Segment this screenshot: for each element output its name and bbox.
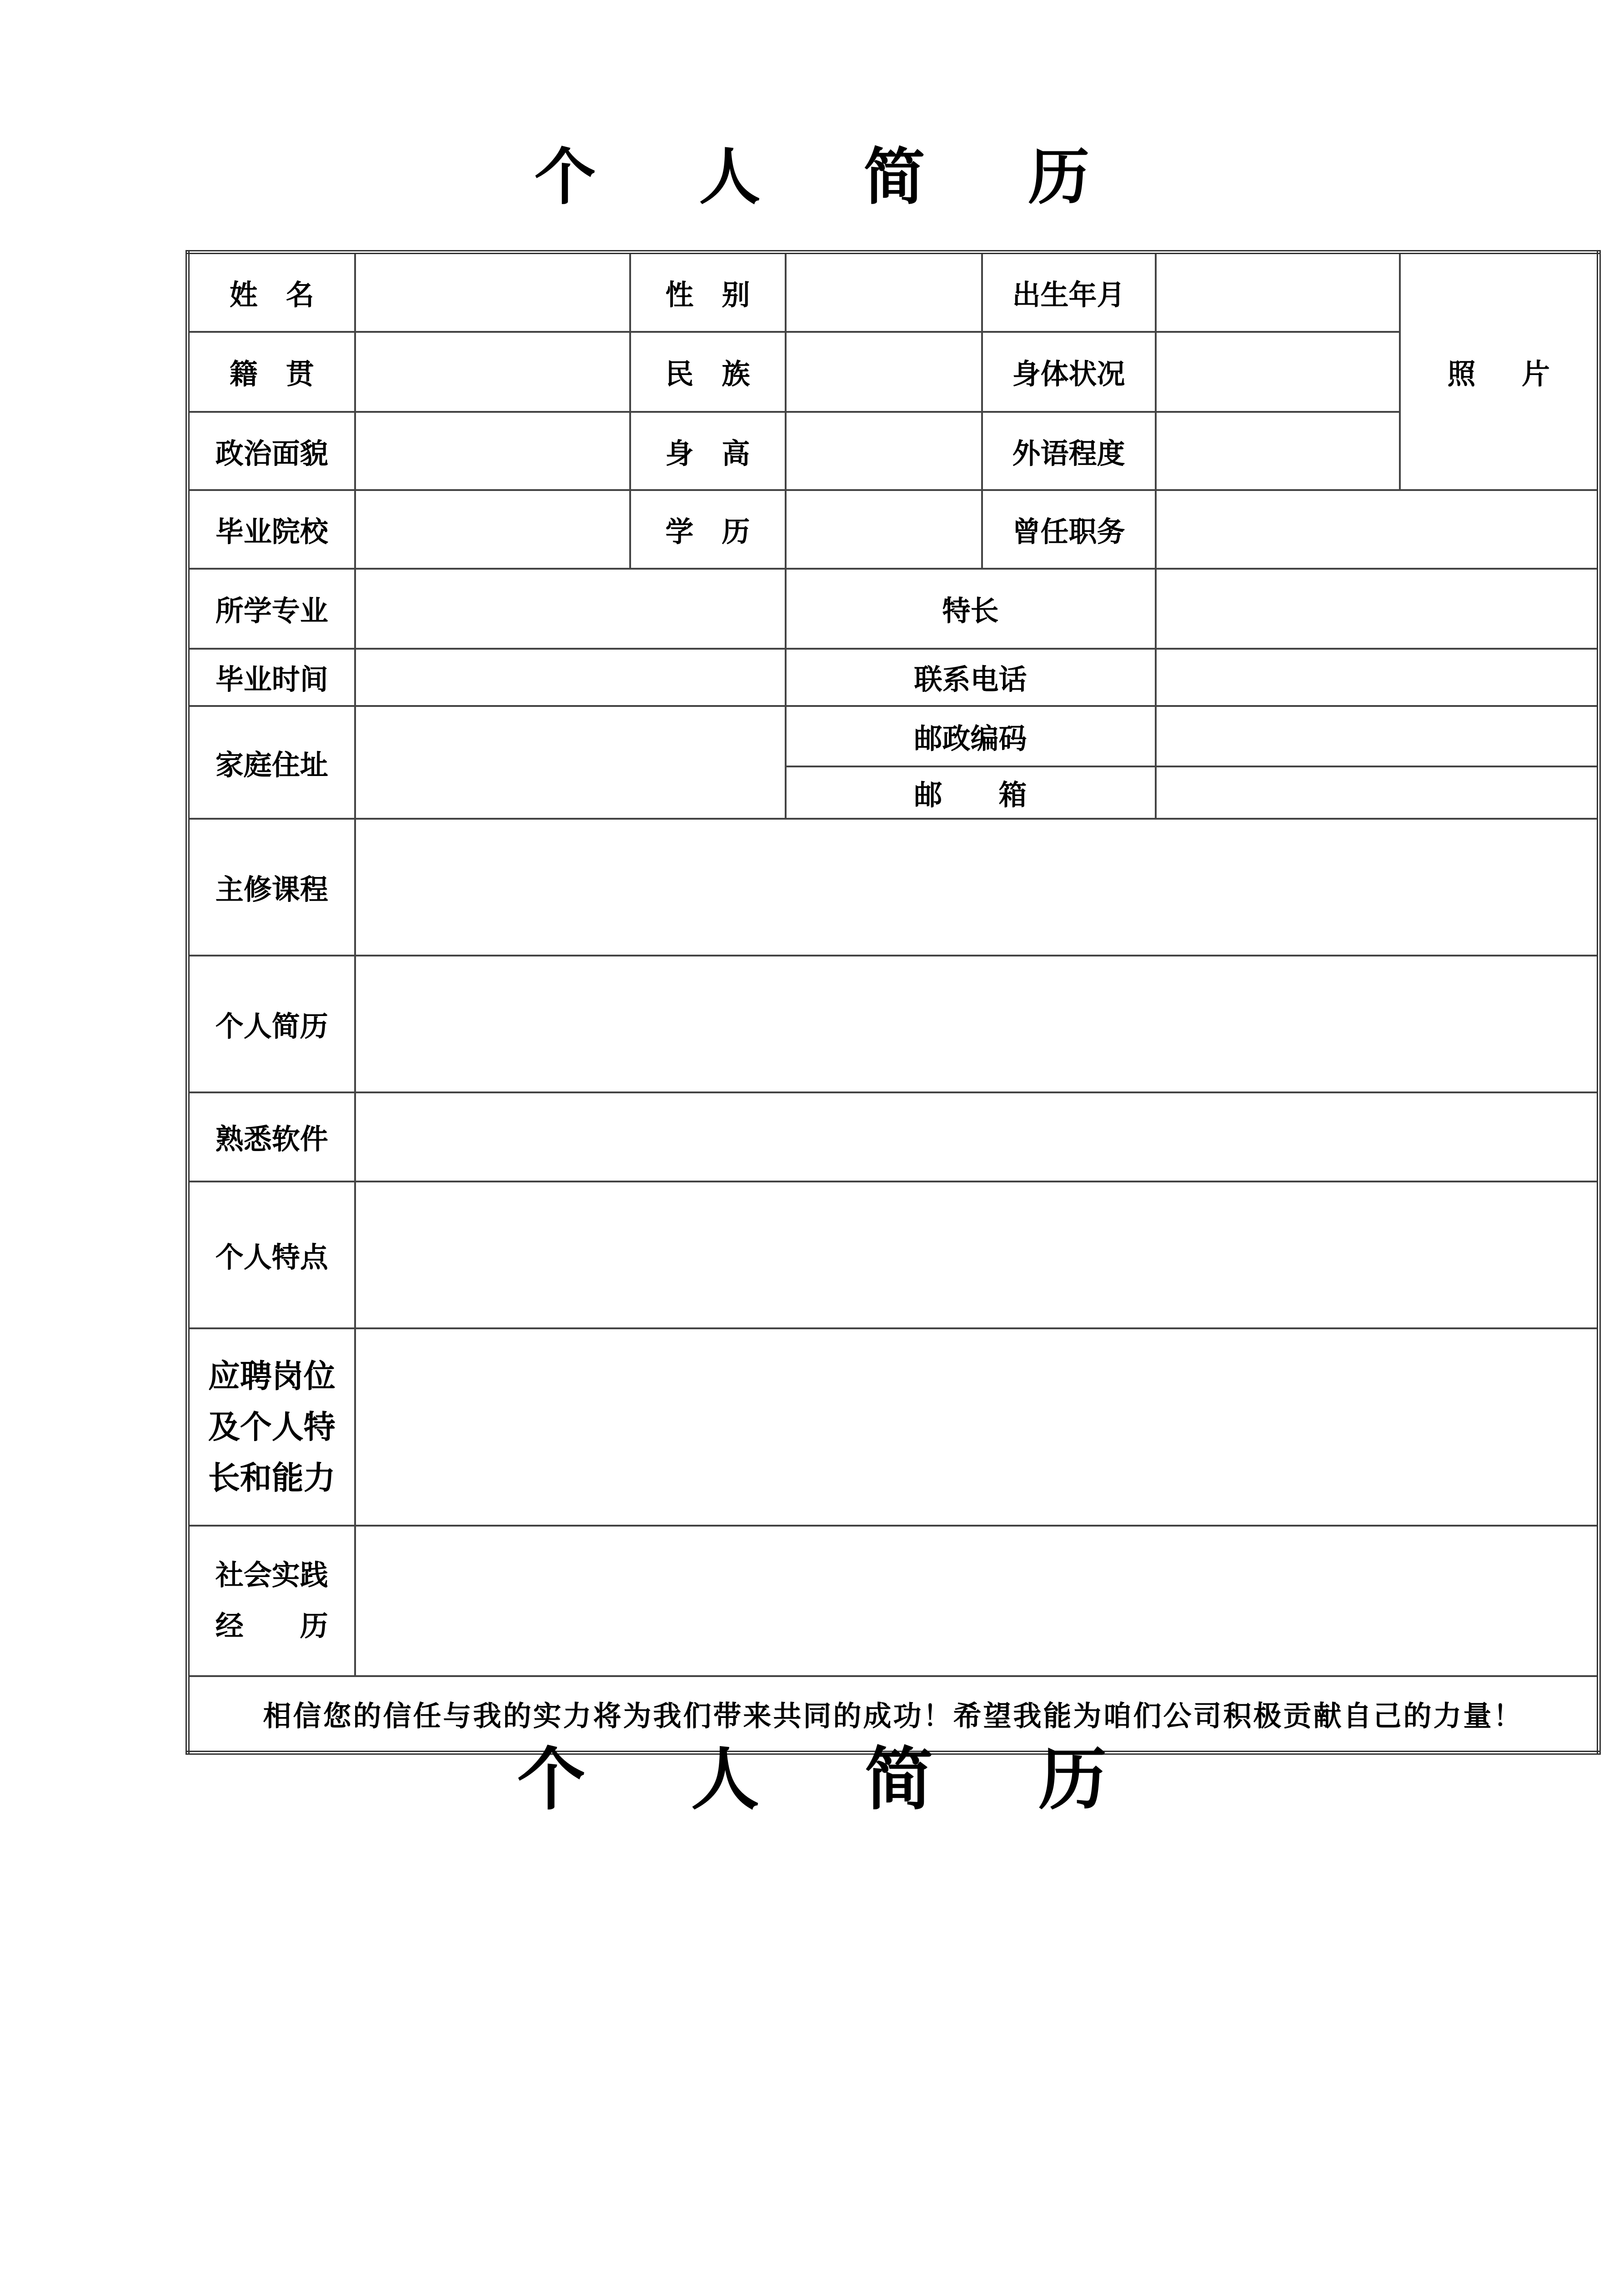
position-label: [188, 1328, 355, 1526]
ethnicity-label: 民 族: [630, 332, 786, 412]
height-label: 身 高: [630, 412, 786, 491]
address-label: 家庭住址: [188, 706, 355, 819]
phone-label: 联系电话: [786, 649, 1156, 706]
school-label: 毕业院校: [188, 490, 355, 569]
foreign-language-label: 外语程度: [982, 412, 1156, 491]
social-practice-label: [188, 1526, 355, 1676]
social-practice-label-line-2: 经 历: [215, 1609, 328, 1643]
photo-box[interactable]: 照 片: [1400, 252, 1599, 491]
native-place-field[interactable]: [355, 332, 630, 412]
social-practice-field[interactable]: [355, 1526, 1599, 1676]
phone-field[interactable]: [1156, 649, 1599, 706]
political-status-label: 政治面貌: [188, 412, 355, 491]
birth-date-field[interactable]: [1156, 252, 1400, 332]
email-field[interactable]: [1156, 766, 1599, 819]
health-label: 身体状况: [982, 332, 1156, 412]
health-field[interactable]: [1156, 332, 1400, 412]
social-practice-label-line-1: 社会实践: [215, 1558, 328, 1592]
graduation-time-label: 毕业时间: [188, 649, 355, 706]
software-field[interactable]: [355, 1092, 1599, 1182]
postcode-label: 邮政编码: [786, 706, 1156, 766]
major-field[interactable]: [355, 569, 786, 649]
name-label: 姓 名: [188, 252, 355, 332]
political-status-field[interactable]: [355, 412, 630, 491]
specialty-field[interactable]: [1156, 569, 1599, 649]
birth-date-label: 出生年月: [982, 252, 1156, 332]
former-position-field[interactable]: [1156, 490, 1599, 569]
traits-field[interactable]: [355, 1182, 1599, 1328]
resume-form-table: [185, 250, 1601, 1755]
position-label-line-2: 及个人特: [208, 1408, 336, 1446]
specialty-label: 特长: [786, 569, 1156, 649]
foreign-language-field[interactable]: [1156, 412, 1400, 491]
gender-label: 性 别: [630, 252, 786, 332]
page-title-repeat: 个 人 简 历: [517, 1740, 1148, 1819]
education-label: 学 历: [630, 490, 786, 569]
former-position-label: 曾任职务: [982, 490, 1156, 569]
position-label-line-3: 长和能力: [208, 1459, 336, 1497]
position-label-line-1: 应聘岗位: [208, 1357, 336, 1395]
major-label: 所学专业: [188, 569, 355, 649]
page-title: 个 人 简 历: [534, 141, 1131, 213]
email-label: 邮 箱: [786, 766, 1156, 819]
height-field[interactable]: [786, 412, 982, 491]
main-courses-field[interactable]: [355, 819, 1599, 956]
education-field[interactable]: [786, 490, 982, 569]
ethnicity-field[interactable]: [786, 332, 982, 412]
main-courses-label: 主修课程: [188, 819, 355, 956]
name-field[interactable]: [355, 252, 630, 332]
resume-label: 个人简历: [188, 956, 355, 1092]
software-label: 熟悉软件: [188, 1092, 355, 1182]
graduation-time-field[interactable]: [355, 649, 786, 706]
traits-label: 个人特点: [188, 1182, 355, 1328]
gender-field[interactable]: [786, 252, 982, 332]
position-field[interactable]: [355, 1328, 1599, 1526]
resume-field[interactable]: [355, 956, 1599, 1092]
address-field[interactable]: [355, 706, 786, 819]
native-place-label: 籍 贯: [188, 332, 355, 412]
postcode-field[interactable]: [1156, 706, 1599, 766]
closing-statement: 相信您的信任与我的实力将为我们带来共同的成功！希望我能为咱们公司积极贡献自己的力量！: [188, 1676, 1599, 1753]
school-field[interactable]: [355, 490, 630, 569]
